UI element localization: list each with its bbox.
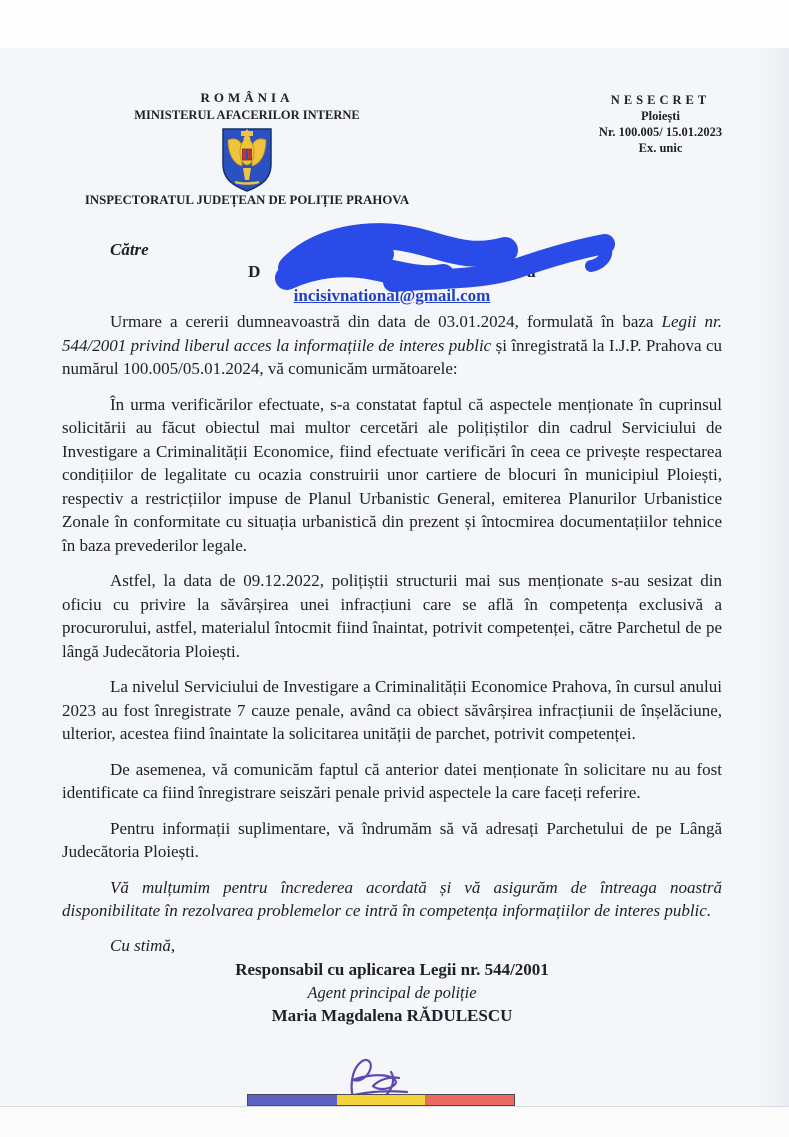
signer-name: Maria Magdalena RĂDULESCU: [271, 1005, 513, 1025]
flag-yellow-segment: [337, 1095, 426, 1105]
coat-of-arms-icon: [66, 126, 428, 192]
city-label: Ploiești: [641, 109, 680, 123]
scan-top-margin: [0, 0, 789, 48]
signature-block: [62, 958, 722, 1027]
recipient-email-link[interactable]: incisivnational@gmail.com: [293, 286, 491, 305]
recipient-name-fragment-start: D: [248, 262, 261, 281]
paragraph-criminal-cases: La nivelul Serviciului de Investigare a Criminalității Economice Prahova, în cursul anului 2023 au fost înregistrate 7 cauze penale, având ca obiect săvârșirea infracțiunii de înșelăciune, ulterior, acestea fiind înaintate la solicitarea unității de parchet, potrivit competenței.: [62, 677, 722, 743]
paragraph-no-records: De asemenea, vă comunicăm faptul că anterior datei menționate în solicitare nu au fost identificate ca fiind înregistrare seiszări penale privid aspectele la care faceți referire.: [62, 759, 722, 802]
paragraph-request-reference: [62, 310, 722, 381]
paragraph-text: și înregistrată la I.J.P. Prahova cu numărul 100.005/05.01.2024, vă comunicăm următoarele:: [62, 335, 722, 378]
signer-role: Responsabil cu aplicarea Legii nr. 544/2001: [235, 959, 549, 979]
paragraph-thanks: Vă mulțumim pentru încrederea acordată și vă asigurăm de întreaga noastră disponibilitate în rezolvarea problemelor ce intră în competența informațiilor de interes public.: [62, 877, 722, 920]
letterhead-right: [558, 92, 763, 156]
ministry-title: MINISTERUL AFACERILOR INTERNE: [134, 108, 360, 122]
registration-number: Nr. 100.005/ 15.01.2023: [598, 125, 723, 139]
recipient-name-line: [62, 260, 722, 284]
recipient-name-fragment-end: u: [526, 262, 536, 281]
scan-bottom-margin: [0, 1107, 789, 1137]
romanian-flag-bar: [247, 1094, 515, 1106]
paragraph-referral: Astfel, la data de 09.12.2022, polițiștii structurii mai sus menționate s-au sesizat din oficiu cu privire la săvârșirea unei infracțiuni care se află în competența exclusivă a procurorului, astfel, materialul întocmit fiind înaintat, potrivit competenței, către Parchetul de pe lângă Judecătoria Ploiești.: [62, 571, 722, 661]
recipient-email-line: [62, 284, 722, 310]
flag-red-segment: [425, 1095, 514, 1105]
signer-rank: Agent principal de poliție: [307, 982, 477, 1002]
law-title-italic: Legii nr. 544/2001 privind liberul acces la informațiile de interes public: [62, 312, 722, 355]
letter-body: [62, 238, 722, 1027]
country-title: ROMÂNIA: [200, 90, 294, 105]
paragraph-further-info: Pentru informații suplimentare, vă îndrumăm să vă adresați Parchetului de pe Lângă Judecătoria Ploiești.: [62, 818, 722, 861]
paragraph-verifications: În urma verificărilor efectuate, s-a constatat faptul că aspectele menționate în cuprinsul solicitării au făcut obiectul mai multor cercetări ale polițiștilor din cadrul Serviciului de Investigare a Criminalității Economice, fiind efectuate verificări în ceea ce privește respectarea condițiilor de legalitate cu ocazia construirii unor cartiere de blocuri în municipiul Ploiești, respectiv a restricțiilor impuse de Planul Urbanistic General, emiterea Planurilor Urbanistice Zonale în conformitate cu situația urbanistică din prezent și întocmirea documentațiilor tehnice în baza prevederilor legale.: [62, 394, 722, 555]
inspectorate-title: INSPECTORATUL JUDEȚEAN DE POLIȚIE PRAHOVA: [84, 193, 410, 207]
classification-label: NESECRET: [610, 93, 711, 107]
copy-label: Ex. unic: [638, 141, 683, 155]
flag-blue-segment: [248, 1095, 337, 1105]
letterhead-left: [66, 90, 428, 208]
salutation: Către: [110, 240, 149, 259]
paragraph-text: Urmare a cererii dumneavoastră din data de 03.01.2024, formulată în baza: [110, 312, 662, 331]
closing-formula: Cu stimă,: [110, 935, 176, 955]
